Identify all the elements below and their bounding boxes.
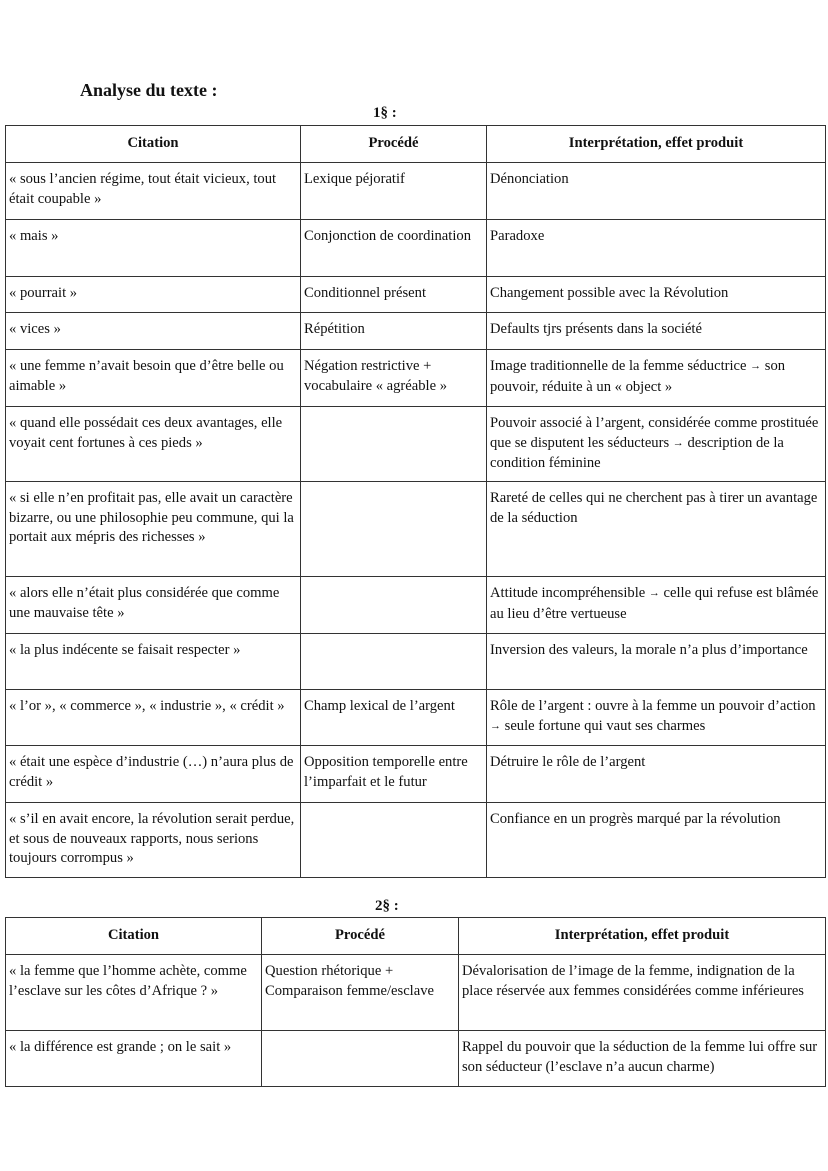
cell-procede xyxy=(301,803,487,878)
table-row xyxy=(6,277,826,313)
column-header-citation: Citation xyxy=(6,918,262,955)
cell-procede: Répétition xyxy=(301,313,487,350)
cell-interpretation: Paradoxe xyxy=(487,220,826,277)
cell-citation: « pourrait » xyxy=(6,277,301,313)
table-row xyxy=(6,1031,826,1087)
table-header-row xyxy=(6,918,826,955)
cell-citation: « s’il en avait encore, la révolution serait perdue, et sous de nouveaux rapports, nous serions toujours corrompus » xyxy=(6,803,301,878)
table-row xyxy=(6,482,826,577)
table-row xyxy=(6,955,826,1031)
cell-procede: Question rhétorique + Comparaison femme/esclave xyxy=(262,955,459,1031)
table-row xyxy=(6,163,826,220)
cell-procede xyxy=(301,482,487,577)
section-2-label: 2§ : xyxy=(375,898,399,914)
cell-procede: Négation restrictive + vocabulaire « agréable » xyxy=(301,350,487,407)
cell-citation: « sous l’ancien régime, tout était vicieux, tout était coupable » xyxy=(6,163,301,220)
analysis-table-section-2 xyxy=(5,917,826,1087)
analysis-table-section-1 xyxy=(5,125,826,878)
table-row xyxy=(6,690,826,746)
page-title: Analyse du texte : xyxy=(80,80,218,100)
cell-citation: « une femme n’avait besoin que d’être belle ou aimable » xyxy=(6,350,301,407)
cell-procede xyxy=(301,577,487,634)
table-row xyxy=(6,746,826,803)
cell-interpretation: Inversion des valeurs, la morale n’a plus d’importance xyxy=(487,634,826,690)
cell-citation: « quand elle possédait ces deux avantages, elle voyait cent fortunes à ces pieds » xyxy=(6,407,301,482)
cell-interpretation: Defaults tjrs présents dans la société xyxy=(487,313,826,350)
cell-procede: Conjonction de coordination xyxy=(301,220,487,277)
cell-procede xyxy=(301,634,487,690)
table-row xyxy=(6,350,826,407)
cell-citation: « était une espèce d’industrie (…) n’aura plus de crédit » xyxy=(6,746,301,803)
cell-interpretation: Attitude incompréhensible → celle qui refuse est blâmée au lieu d’être vertueuse xyxy=(487,577,826,634)
column-header-procede: Procédé xyxy=(301,126,487,163)
cell-procede: Opposition temporelle entre l’imparfait et le futur xyxy=(301,746,487,803)
cell-interpretation: Pouvoir associé à l’argent, considérée comme prostituée que se disputent les séducteurs → description de la condition féminine xyxy=(487,407,826,482)
cell-citation: « la différence est grande ; on le sait » xyxy=(6,1031,262,1087)
cell-interpretation: Image traditionnelle de la femme séductrice → son pouvoir, réduite à un « object » xyxy=(487,350,826,407)
cell-citation: « l’or », « commerce », « industrie », « crédit » xyxy=(6,690,301,746)
cell-citation: « si elle n’en profitait pas, elle avait un caractère bizarre, ou une philosophie peu commune, qui la portait aux mépris des richesses » xyxy=(6,482,301,577)
table-row xyxy=(6,634,826,690)
table-row xyxy=(6,220,826,277)
column-header-citation: Citation xyxy=(6,126,301,163)
table-row xyxy=(6,803,826,878)
cell-interpretation: Détruire le rôle de l’argent xyxy=(487,746,826,803)
column-header-interpretation: Interprétation, effet produit xyxy=(487,126,826,163)
cell-interpretation: Rôle de l’argent : ouvre à la femme un pouvoir d’action → seule fortune qui vaut ses charmes xyxy=(487,690,826,746)
cell-procede xyxy=(262,1031,459,1087)
cell-procede xyxy=(301,407,487,482)
cell-interpretation: Confiance en un progrès marqué par la révolution xyxy=(487,803,826,878)
cell-interpretation: Dénonciation xyxy=(487,163,826,220)
cell-interpretation: Rareté de celles qui ne cherchent pas à tirer un avantage de la séduction xyxy=(487,482,826,577)
cell-interpretation: Changement possible avec la Révolution xyxy=(487,277,826,313)
cell-citation: « la femme que l’homme achète, comme l’esclave sur les côtes d’Afrique ? » xyxy=(6,955,262,1031)
arrow-icon: → xyxy=(648,587,660,599)
section-1-label: 1§ : xyxy=(373,105,397,121)
cell-procede: Champ lexical de l’argent xyxy=(301,690,487,746)
table-row xyxy=(6,407,826,482)
column-header-interpretation: Interprétation, effet produit xyxy=(459,918,826,955)
cell-citation: « vices » xyxy=(6,313,301,350)
cell-citation: « mais » xyxy=(6,220,301,277)
cell-citation: « alors elle n’était plus considérée que comme une mauvaise tête » xyxy=(6,577,301,634)
cell-procede: Conditionnel présent xyxy=(301,277,487,313)
arrow-icon: → xyxy=(490,719,501,732)
cell-interpretation: Dévalorisation de l’image de la femme, indignation de la place réservée aux femmes considérées comme inférieures xyxy=(459,955,826,1031)
cell-interpretation: Rappel du pouvoir que la séduction de la femme lui offre sur son séducteur (l’esclave n’a aucun charme) xyxy=(459,1031,826,1087)
arrow-icon: → xyxy=(672,436,684,449)
column-header-procede: Procédé xyxy=(262,918,459,955)
table-row xyxy=(6,577,826,634)
table-row xyxy=(6,313,826,350)
table-header-row xyxy=(6,126,826,163)
cell-procede: Lexique péjoratif xyxy=(301,163,487,220)
arrow-icon: → xyxy=(750,360,762,372)
cell-citation: « la plus indécente se faisait respecter » xyxy=(6,634,301,690)
